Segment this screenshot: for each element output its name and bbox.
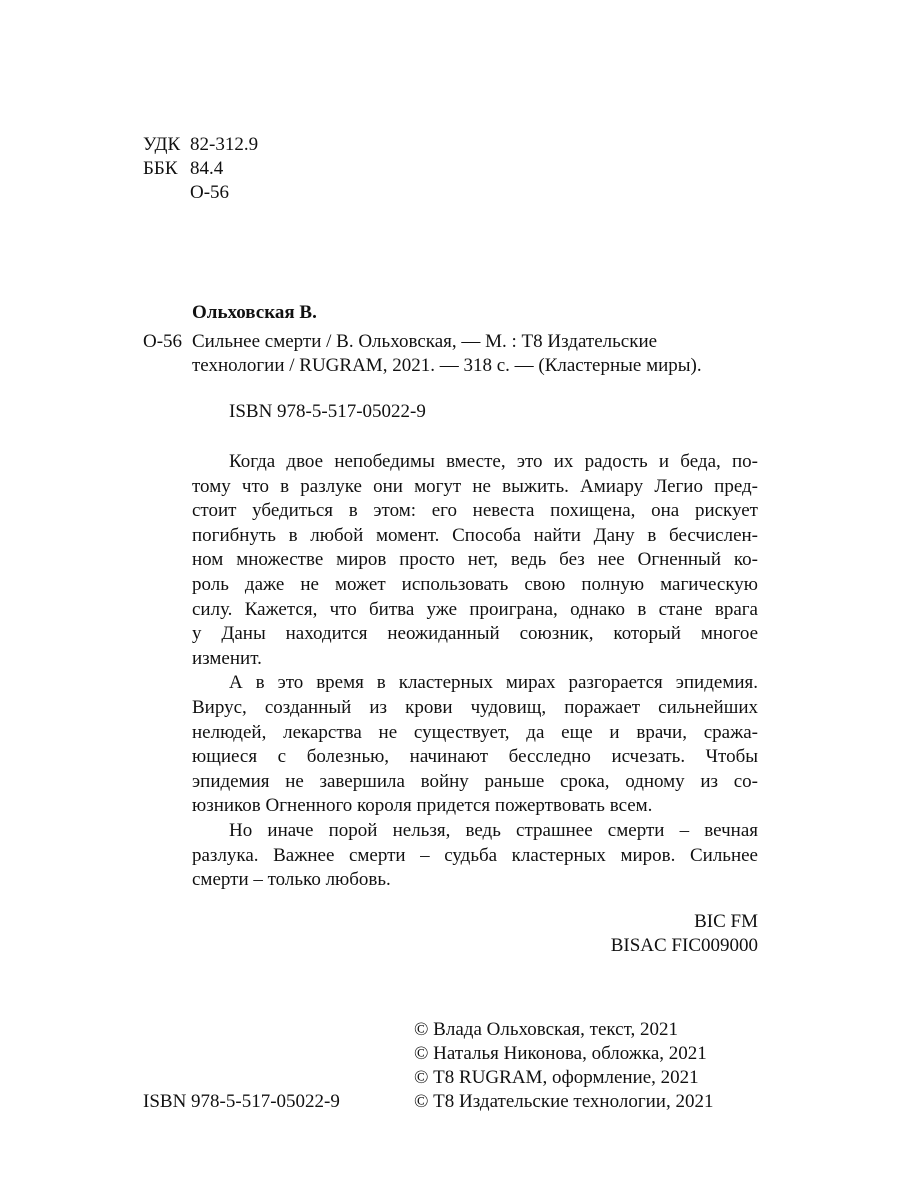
- bib-line: Сильнее смерти / В. Ольховская, — М. : Т8 Издательские: [192, 331, 658, 352]
- copyright-line: © Т8 RUGRAM, оформление, 2021: [414, 1067, 699, 1088]
- bisac-code: BISAC FIC009000: [610, 935, 758, 956]
- author-mark-row: [143, 181, 258, 205]
- index-code: О-56: [143, 331, 183, 352]
- annotation-line: Когда двое непобедимы вместе, это их радость и беда, по-: [229, 451, 758, 472]
- annotation-line: нелюдей, лекарства не существует, да еще и врачи, сража-: [192, 721, 758, 743]
- classification-block: [143, 133, 258, 205]
- copyright-line: © Влада Ольховская, текст, 2021: [414, 1019, 678, 1040]
- annotation-line: Но иначе порой нельзя, ведь страшнее смерти – вечная: [229, 819, 758, 841]
- bibliographic-description: [192, 330, 758, 378]
- annotation: [192, 450, 758, 893]
- annotation-line: изменит.: [192, 647, 262, 669]
- annotation-line: тому что в разлуке они могут не выжить. Амиару Легио пред-: [192, 475, 758, 497]
- annotation-line: у Даны находится неожиданный союзник, который многое: [192, 623, 758, 645]
- subject-codes: [500, 910, 758, 958]
- author-mark: О-56: [190, 182, 230, 203]
- annotation-line: эпидемия не завершила войну раньше срока, одному из со-: [192, 770, 758, 792]
- annotation-line: ющиеся с болезнью, начинают бесследно исчезать. Чтобы: [192, 746, 758, 768]
- udk-label: УДК: [143, 134, 181, 155]
- bbk-label: ББК: [143, 158, 178, 179]
- annotation-line: юзников Огненного короля придется пожертвовать всем.: [192, 795, 653, 817]
- annotation-line: Вирус, созданный из крови чудовищ, поражает сильнейших: [192, 696, 758, 718]
- annotation-line: ном множестве миров просто нет, ведь без нее Огненный ко-: [192, 549, 758, 571]
- copyright-line: © Т8 Издательские технологии, 2021: [414, 1091, 714, 1112]
- bbk-row: [143, 157, 258, 181]
- annotation-line: силу. Кажется, что битва уже проиграна, однако в стане врага: [192, 598, 758, 620]
- annotation-line: разлука. Важнее смерти – судьба кластерных миров. Сильнее: [192, 844, 758, 866]
- bib-line: технологии / RUGRAM, 2021. — 318 с. — (Кластерные миры).: [192, 355, 702, 376]
- bbk-value: 84.4: [190, 158, 224, 179]
- author-heading: Ольховская В.: [192, 302, 317, 323]
- annotation-line: погибнуть в любой момент. Способа найти Дану в бесчислен-: [192, 524, 758, 546]
- bic-code: BIC FM: [694, 911, 758, 932]
- udk-value: 82-312.9: [190, 134, 259, 155]
- udk-row: [143, 133, 258, 157]
- copyright-line: © Наталья Никонова, обложка, 2021: [414, 1043, 707, 1064]
- copyright-block: [414, 1018, 713, 1114]
- annotation-line: смерти – только любовь.: [192, 869, 391, 891]
- isbn-top: ISBN 978-5-517-05022-9: [229, 401, 426, 422]
- annotation-line: стоит убедиться в этом: его невеста похищена, она рискует: [192, 500, 758, 522]
- annotation-line: А в это время в кластерных мирах разгорается эпидемия.: [229, 672, 758, 694]
- isbn-bottom: ISBN 978-5-517-05022-9: [143, 1091, 340, 1112]
- annotation-line: роль даже не может использовать свою полную магическую: [192, 573, 758, 595]
